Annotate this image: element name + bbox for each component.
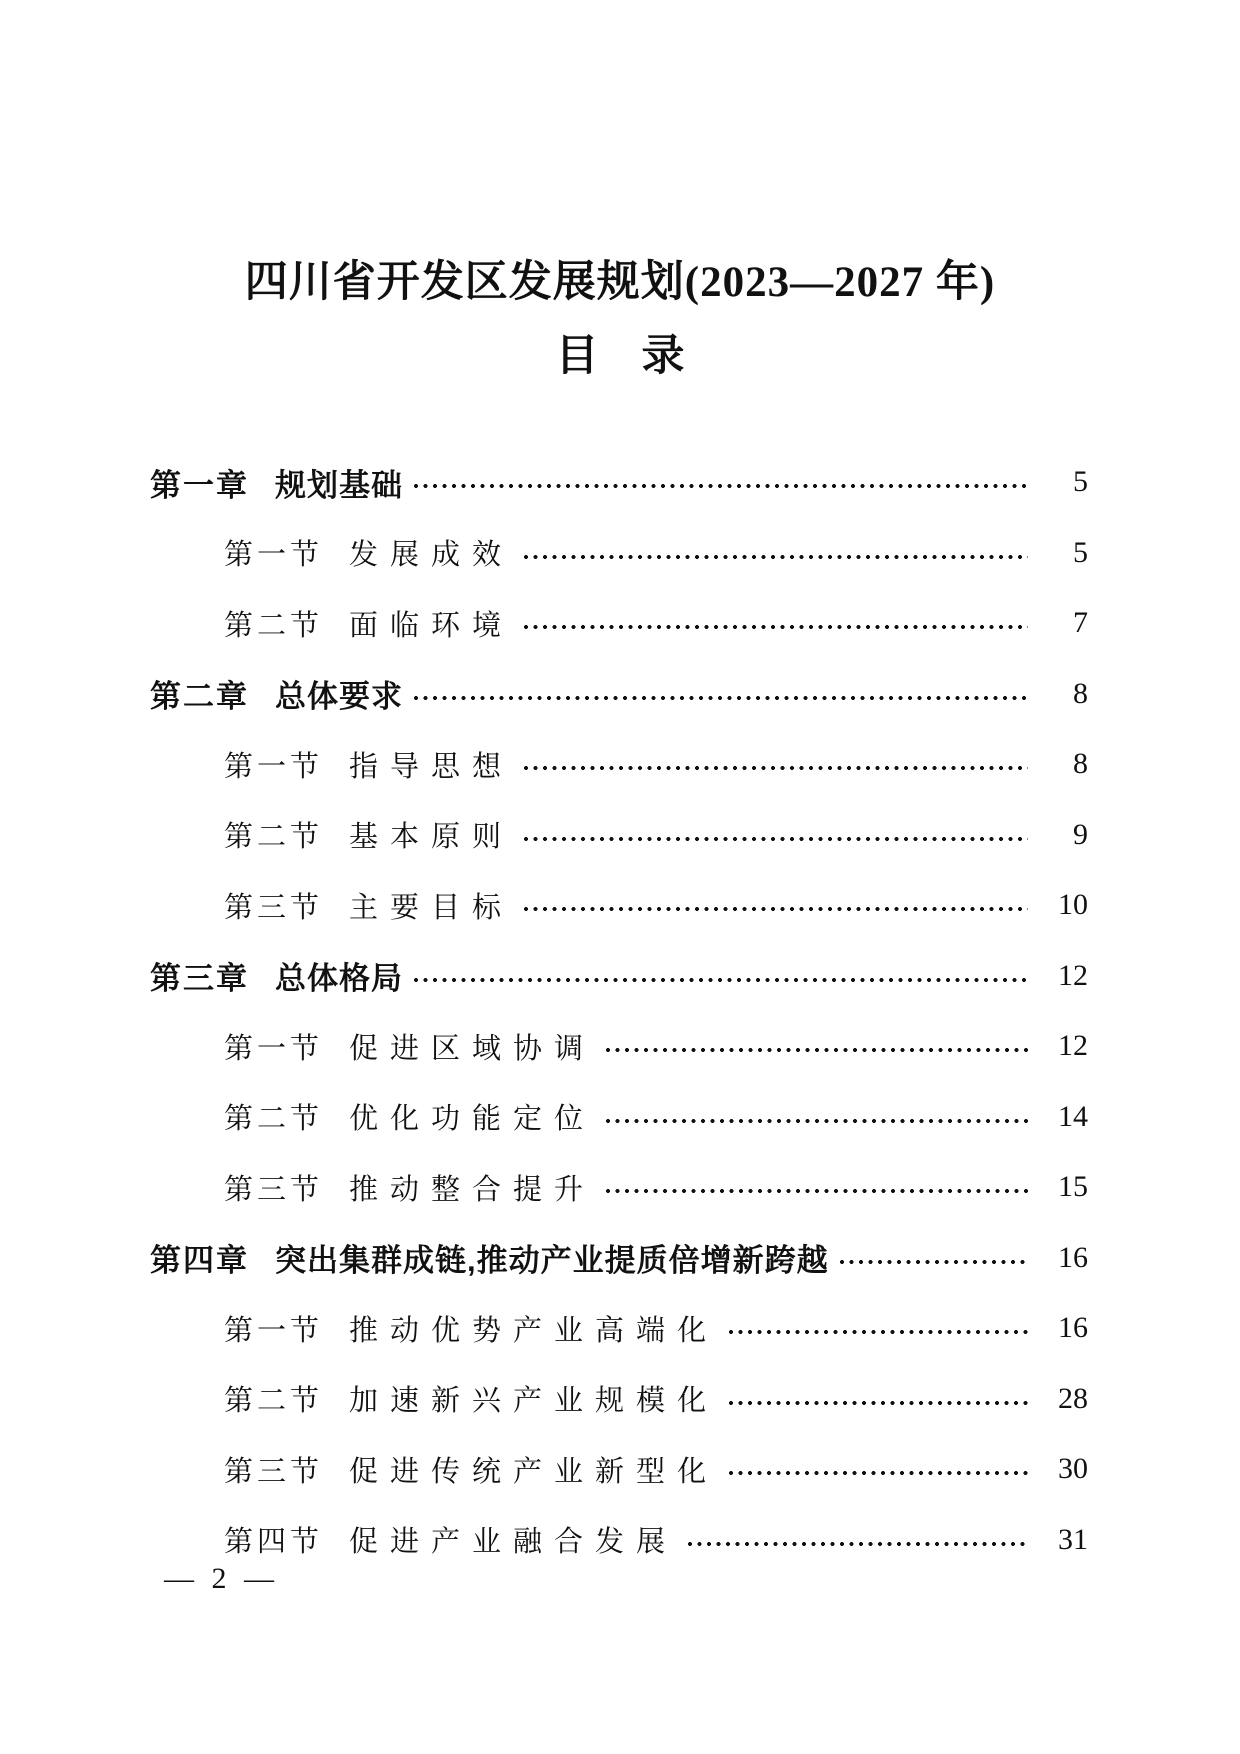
toc-entry-label: 第三节 (224, 1455, 324, 1488)
dot-leader (523, 836, 1028, 842)
toc-entry (0, 588, 1240, 659)
dot-leader (605, 1047, 1028, 1053)
toc-entry-label: 第二章 (150, 679, 249, 715)
toc-entry-label: 第三节 (224, 1173, 324, 1206)
toc-entry-label: 第四节 (224, 1526, 324, 1559)
toc-entry-page-number: 31 (1058, 1522, 1088, 1556)
dot-leader (523, 765, 1028, 771)
toc-entry (0, 729, 1240, 800)
toc-entry-title: 促进传统产业新型化 (349, 1455, 719, 1488)
dot-leader (687, 1541, 1028, 1547)
toc-heading: 目 录 (555, 333, 685, 380)
dot-leader (413, 977, 1028, 983)
toc-entry (0, 1434, 1240, 1505)
dot-leader (413, 483, 1028, 489)
dot-leader (728, 1470, 1028, 1476)
toc-entry-page-number: 9 (1073, 817, 1088, 851)
toc-entry-page-number: 5 (1073, 535, 1088, 569)
toc-entry (0, 1293, 1240, 1364)
toc-entry-page-number: 7 (1073, 606, 1088, 640)
toc-entry-page-number: 8 (1073, 747, 1088, 781)
page-number-footer: — 2 — (164, 1562, 279, 1595)
toc-entry-page-number: 16 (1058, 1240, 1088, 1274)
toc-entry-page-number: 12 (1058, 1029, 1088, 1063)
toc-entry-title: 推动优势产业高端化 (349, 1314, 719, 1347)
toc-entry-page-number: 12 (1058, 958, 1088, 992)
dot-leader (728, 1400, 1028, 1406)
toc-entry-title: 主要目标 (349, 891, 514, 924)
toc-entry (0, 659, 1240, 730)
dot-leader (839, 1259, 1028, 1265)
toc-entry-title: 突出集群成链,推动产业提质倍增新跨越 (275, 1243, 829, 1279)
dot-leader (605, 1188, 1028, 1194)
toc-entry (0, 1152, 1240, 1223)
toc-entry (0, 518, 1240, 589)
toc-entry (0, 870, 1240, 941)
dot-leader (413, 695, 1028, 701)
dot-leader (605, 1118, 1028, 1124)
toc-entry-page-number: 16 (1058, 1311, 1088, 1345)
toc-entry-title: 面临环境 (349, 609, 514, 642)
toc-entry-label: 第四章 (150, 1243, 249, 1279)
toc-entry-page-number: 10 (1058, 888, 1088, 922)
toc-entry (0, 1082, 1240, 1153)
toc-entry-label: 第二节 (224, 1103, 324, 1136)
toc-entry-page-number: 8 (1073, 676, 1088, 710)
toc-entry-label: 第一节 (224, 750, 324, 783)
toc-entry-title: 基本原则 (349, 821, 514, 854)
toc-list (0, 447, 1240, 1575)
document-title: 四川省开发区发展规划(2023—2027 年) (244, 259, 996, 306)
toc-entry-label: 第三章 (150, 961, 249, 997)
dot-leader (523, 906, 1028, 912)
toc-entry-label: 第一章 (150, 467, 249, 503)
toc-entry-title: 加速新兴产业规模化 (349, 1385, 719, 1418)
toc-entry-title: 促进区域协调 (349, 1032, 596, 1065)
toc-entry (0, 1223, 1240, 1294)
toc-entry-title: 优化功能定位 (349, 1103, 596, 1136)
toc-entry-title: 指导思想 (349, 750, 514, 783)
toc-entry-label: 第三节 (224, 891, 324, 924)
toc-entry-label: 第二节 (224, 821, 324, 854)
toc-entry (0, 1011, 1240, 1082)
toc-entry-title: 总体格局 (275, 961, 403, 997)
toc-entry-label: 第二节 (224, 609, 324, 642)
toc-entry (0, 447, 1240, 518)
dot-leader (523, 554, 1028, 560)
toc-entry-title: 发展成效 (349, 539, 514, 572)
dot-leader (728, 1329, 1028, 1335)
dot-leader (523, 624, 1028, 630)
toc-entry-label: 第一节 (224, 1314, 324, 1347)
toc-entry-title: 总体要求 (275, 679, 403, 715)
toc-entry-label: 第二节 (224, 1385, 324, 1418)
toc-entry (0, 941, 1240, 1012)
toc-entry (0, 800, 1240, 871)
toc-entry-title: 规划基础 (275, 467, 403, 503)
toc-entry (0, 1364, 1240, 1435)
toc-entry-page-number: 28 (1058, 1381, 1088, 1415)
toc-entry-title: 推动整合提升 (349, 1173, 596, 1206)
toc-entry-page-number: 5 (1073, 465, 1088, 499)
toc-entry-page-number: 30 (1058, 1452, 1088, 1486)
toc-entry-label: 第一节 (224, 539, 324, 572)
toc-entry-label: 第一节 (224, 1032, 324, 1065)
toc-entry-title: 促进产业融合发展 (349, 1526, 678, 1559)
toc-entry-page-number: 15 (1058, 1170, 1088, 1204)
toc-entry-page-number: 14 (1058, 1099, 1088, 1133)
